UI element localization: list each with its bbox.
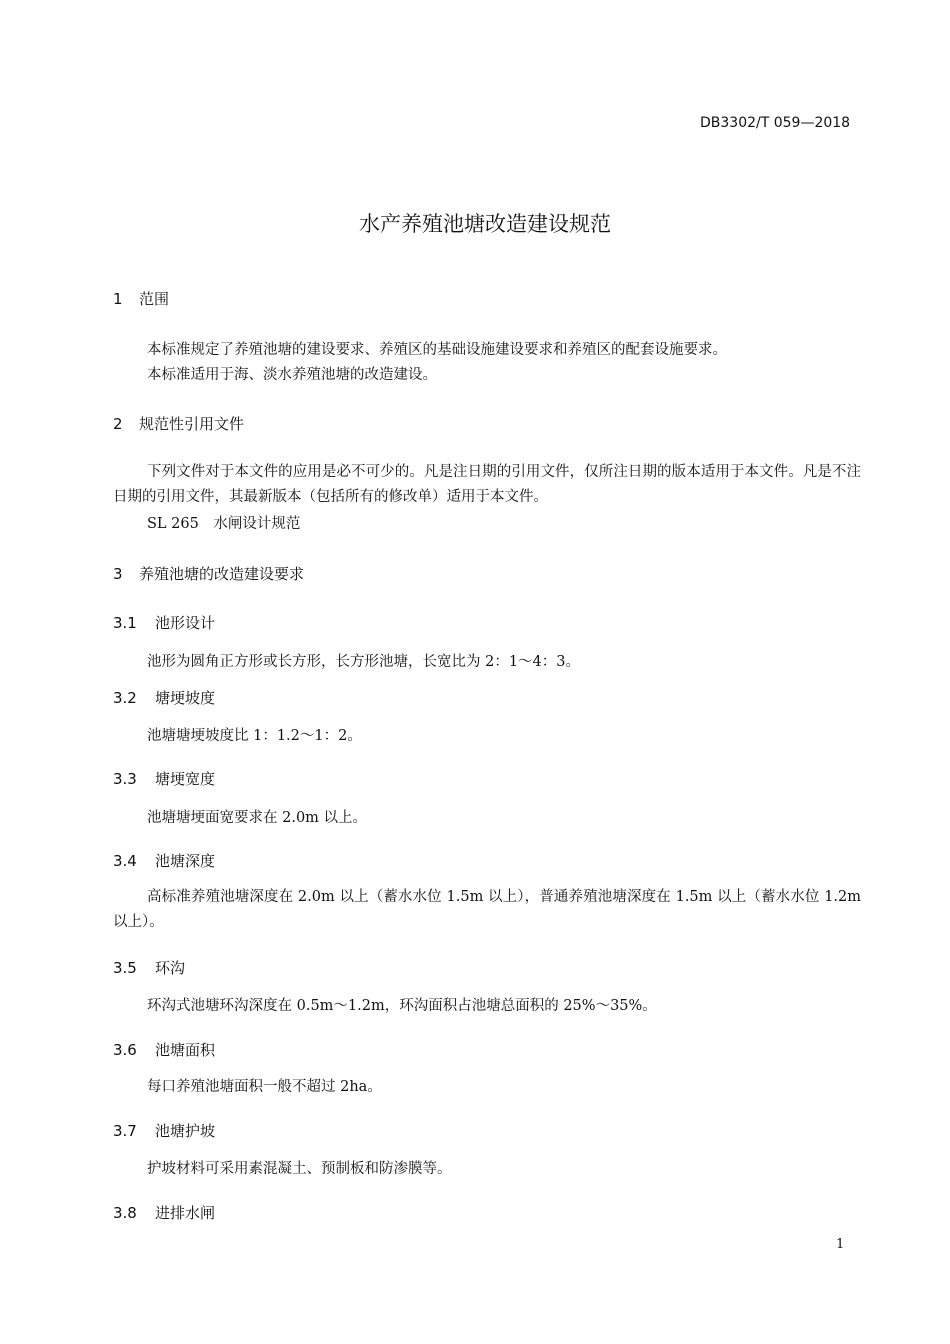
section-number: 3 — [113, 565, 123, 583]
section-number: 2 — [113, 415, 123, 433]
paragraph: 下列文件对于本文件的应用是必不可少的。凡是注日期的引用文件，仅所注日期的版本适用于本文件。凡是不注日期的引用文件，其最新版本（包括所有的修改单）适用于本文件。 — [113, 464, 861, 505]
subsection-heading — [113, 768, 215, 789]
subsection-title: 池形设计 — [155, 614, 216, 632]
section-number: 1 — [113, 290, 123, 308]
subsection-number: 3.1 — [113, 614, 137, 632]
subsection-heading — [113, 957, 185, 978]
paragraph: 高标准养殖池塘深度在 2.0m 以上（蓄水水位 1.5m 以上），普通养殖池塘深度在 1.5m 以上（蓄水水位 1.2m 以上）。 — [113, 889, 861, 930]
paragraph: 护坡材料可采用素混凝土、预制板和防渗膜等。 — [147, 1161, 452, 1177]
subsection-title: 塘埂坡度 — [155, 689, 216, 707]
paragraph: 环沟式池塘环沟深度在 0.5m～1.2m，环沟面积占池塘总面积的 25%～35%。 — [147, 998, 657, 1014]
paragraph: 每口养殖池塘面积一般不超过 2ha。 — [147, 1079, 382, 1095]
section-heading-2 — [113, 413, 244, 434]
subsection-number: 3.4 — [113, 852, 137, 870]
subsection-number: 3.3 — [113, 770, 137, 788]
subsection-heading — [113, 687, 215, 708]
paragraph: 池形为圆角正方形或长方形，长方形池塘，长宽比为 2：1～4：3。 — [147, 654, 581, 670]
subsection-title: 池塘深度 — [155, 852, 216, 870]
subsection-number: 3.2 — [113, 689, 137, 707]
subsection-heading — [113, 1202, 215, 1223]
subsection-number: 3.7 — [113, 1122, 137, 1140]
subsection-title: 环沟 — [155, 959, 186, 977]
subsection-title: 进排水闸 — [155, 1204, 216, 1222]
subsection-title: 池塘护坡 — [155, 1122, 216, 1140]
page-title: 水产养殖池塘改造建设规范 — [359, 212, 611, 236]
paragraph: 本标准规定了养殖池塘的建设要求、养殖区的基础设施建设要求和养殖区的配套设施要求。 — [147, 342, 727, 358]
section-heading-3 — [113, 563, 304, 584]
subsection-heading — [113, 612, 215, 633]
subsection-title: 池塘面积 — [155, 1041, 216, 1059]
paragraph: 池塘塘埂坡度比 1：1.2～1：2。 — [147, 728, 362, 744]
document-number: DB3302/T 059—2018 — [700, 115, 851, 131]
page-number: 1 — [836, 1237, 845, 1252]
section-title: 养殖池塘的改造建设要求 — [139, 565, 305, 583]
subsection-heading — [113, 1120, 215, 1141]
subsection-title: 塘埂宽度 — [155, 770, 216, 788]
section-title: 范围 — [139, 290, 170, 308]
paragraph: 池塘塘埂面宽要求在 2.0m 以上。 — [147, 810, 368, 826]
subsection-heading — [113, 1039, 215, 1060]
subsection-number: 3.8 — [113, 1204, 137, 1222]
reference-item: SL 265 水闸设计规范 — [147, 516, 301, 532]
section-title: 规范性引用文件 — [139, 415, 245, 433]
paragraph: 本标准适用于海、淡水养殖池塘的改造建设。 — [147, 367, 437, 383]
subsection-heading — [113, 850, 215, 871]
subsection-number: 3.5 — [113, 959, 137, 977]
section-heading-1 — [113, 288, 169, 309]
subsection-number: 3.6 — [113, 1041, 137, 1059]
